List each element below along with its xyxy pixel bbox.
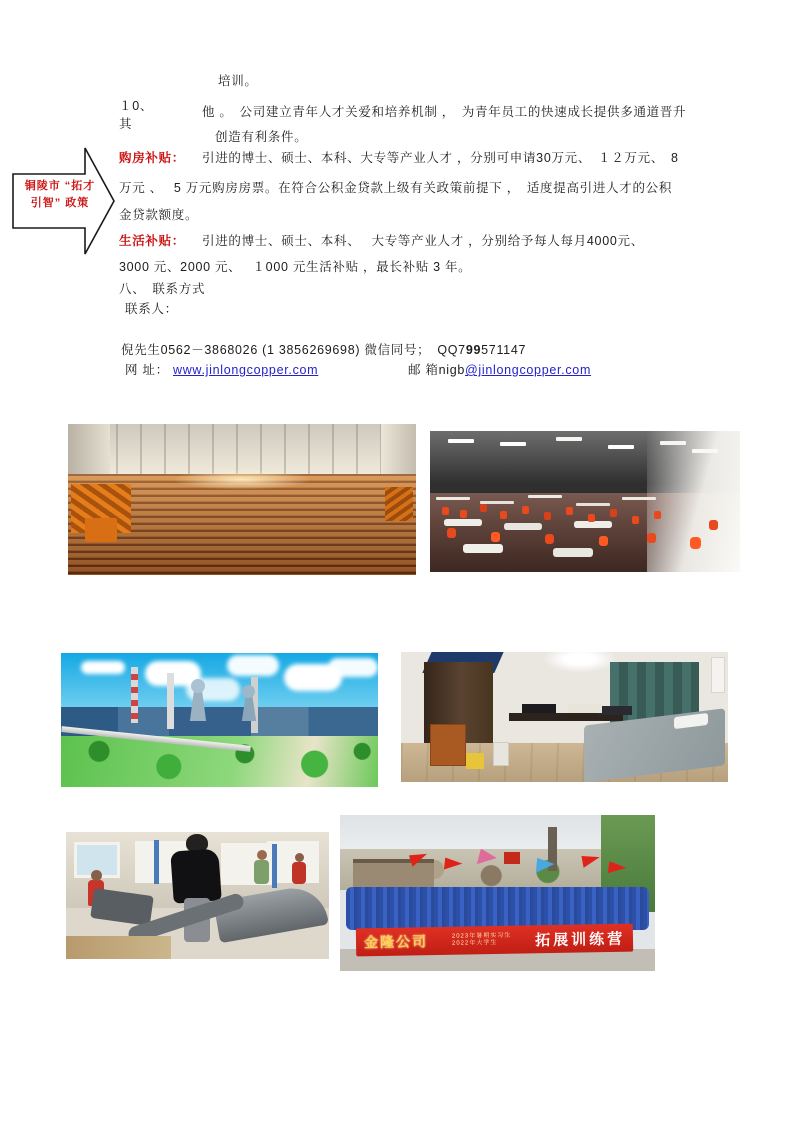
- photo-dormitory: [401, 652, 728, 782]
- section-contact-heading: 八、 联系方式: [119, 282, 206, 296]
- person-left-head: [91, 870, 102, 881]
- yellow-box: [466, 753, 484, 769]
- water-tower-1-top: [191, 679, 205, 693]
- item-10-label-wrap: 其: [119, 117, 133, 131]
- desk: [509, 713, 623, 721]
- red-banner: [356, 923, 634, 956]
- desk-items: [522, 704, 556, 713]
- workshop-far-glow: [172, 469, 311, 490]
- item-10-label: １0、: [119, 99, 154, 113]
- qq-number-bold: 99: [465, 343, 482, 357]
- housing-subsidy-label: 购房补贴：: [119, 151, 186, 165]
- phone-line: [121, 343, 526, 358]
- photo-electrolysis-workshop: [68, 424, 416, 575]
- gym-floor: [66, 936, 171, 959]
- email-label: 邮 箱: [408, 363, 439, 377]
- living-subsidy-line1: 引进的博士、硕士、本科、 大专等产业人才 ，分别给予每人每月4000元、: [202, 234, 644, 248]
- air-conditioner: [711, 657, 725, 693]
- email-line: [408, 363, 591, 378]
- housing-subsidy-line3: 金贷款额度。: [119, 208, 199, 222]
- person-right-1-head: [257, 850, 267, 860]
- canteen-tables: [436, 497, 470, 500]
- website-line: [125, 363, 318, 378]
- website-link[interactable]: www.jinlongcopper.com: [172, 363, 319, 377]
- runner-body: [170, 848, 222, 903]
- orange-machinery-right: [385, 487, 413, 520]
- contact-person-label: 联系人：: [125, 302, 178, 316]
- callout-arrow: [8, 142, 120, 260]
- banner-title: 拓展训练营: [534, 930, 626, 949]
- website-label: 网 址：: [125, 363, 169, 377]
- callout-label-line2: 引智” 政策: [30, 197, 90, 209]
- phone-prefix: 倪先生0562－3868026 (1 3856269698) 微信同号； QQ7: [121, 343, 466, 357]
- person-right-2-head: [295, 853, 304, 862]
- phone-suffix: 571147: [481, 343, 527, 357]
- person-right-2: [292, 862, 306, 884]
- orange-machinery-left-2: [85, 518, 116, 542]
- chimneys: [131, 667, 138, 723]
- item-10-content-2: 创造有利条件。: [215, 130, 308, 144]
- email-user: nigb: [438, 363, 466, 377]
- canteen-windows: [647, 431, 740, 572]
- banner-subtitle-line1: 2023年暑期实习生: [451, 932, 511, 940]
- photo-training-camp-group: [340, 815, 655, 971]
- photo-gym: [66, 832, 329, 959]
- living-subsidy-line2: 3000 元、2000 元、 １000 元生活补贴 ，最长补贴 3 年。: [119, 260, 472, 274]
- living-subsidy-label: 生活补贴：: [119, 234, 186, 248]
- callout-label-line1: 铜陵市 “拓才: [24, 180, 96, 192]
- housing-subsidy-line1: 引进的博士、硕士、本科、大专等产业人才 ，分别可申请30万元、 １２万元、 8: [202, 151, 679, 165]
- orange-chairs: [442, 507, 449, 515]
- housing-subsidy-line2: 万元 、 5 万元购房房票。在符合公积金贷款上级有关政策前提下 ， 适度提高引进人才的公积: [119, 181, 673, 195]
- cardboard-box: [430, 724, 466, 766]
- blue-pillar: [154, 840, 159, 884]
- callout-label: [24, 178, 96, 212]
- banner-subtitle: [452, 932, 512, 947]
- clouds: [81, 661, 125, 674]
- ceiling-light: [545, 652, 615, 672]
- email-link[interactable]: @jinlongcopper.com: [465, 363, 592, 377]
- ceiling-lights: [448, 439, 474, 443]
- item-10-content: 他 。 公司建立青年人才关爱和培养机制 ， 为青年员工的快速成长提供多通道晋升: [202, 105, 687, 119]
- house: [353, 859, 435, 888]
- water-tower-2-top: [242, 685, 255, 698]
- white-bag: [493, 742, 509, 766]
- red-sign: [504, 852, 520, 864]
- banner-subtitle-line2: 2022年大学生: [451, 939, 498, 947]
- photo-canteen: [430, 431, 740, 572]
- training-line: 培训。: [218, 74, 258, 88]
- person-right-1: [254, 860, 269, 884]
- photo-factory-panorama: [61, 653, 378, 787]
- banner-company-name: 金隆公司: [363, 932, 428, 951]
